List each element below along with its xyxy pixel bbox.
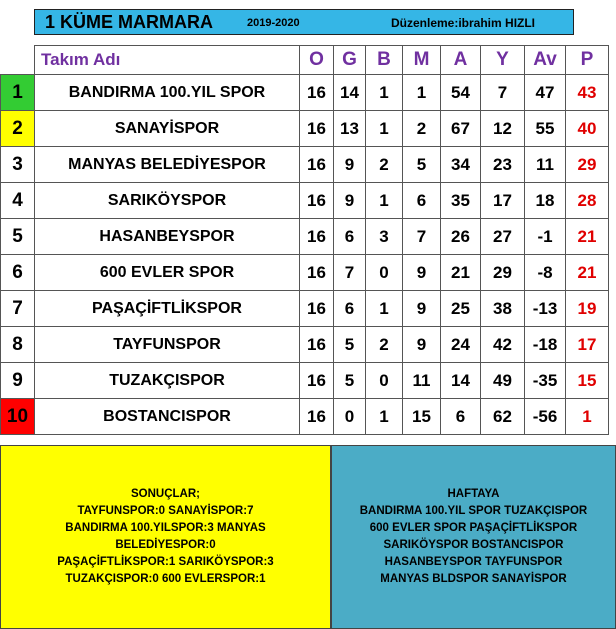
drawn-cell: 1 [366, 183, 403, 219]
points-cell: 21 [566, 219, 609, 255]
goals-for-cell: 21 [441, 255, 481, 291]
goals-against-cell: 42 [481, 327, 525, 363]
column-header-team: Takım Adı [35, 46, 300, 75]
lost-cell: 5 [403, 147, 441, 183]
goal-difference-cell: 18 [525, 183, 566, 219]
table-row [1, 219, 609, 255]
goals-for-cell: 35 [441, 183, 481, 219]
table-row [1, 291, 609, 327]
won-cell: 9 [334, 147, 366, 183]
rank-cell: 3 [1, 147, 35, 183]
fixture-line: BANDIRMA 100.YIL SPOR TUZAKÇISPOR [359, 505, 588, 517]
lost-cell: 9 [403, 255, 441, 291]
points-cell: 28 [566, 183, 609, 219]
drawn-cell: 2 [366, 147, 403, 183]
points-cell: 19 [566, 291, 609, 327]
goals-against-cell: 12 [481, 111, 525, 147]
team-name-cell: TAYFUNSPOR [35, 327, 300, 363]
won-cell: 14 [334, 75, 366, 111]
table-row [1, 327, 609, 363]
goals-for-cell: 14 [441, 363, 481, 399]
title-bar [34, 9, 574, 35]
played-cell: 16 [300, 399, 334, 435]
played-cell: 16 [300, 111, 334, 147]
goals-against-cell: 38 [481, 291, 525, 327]
goals-against-cell: 17 [481, 183, 525, 219]
results-heading: SONUÇLAR; [131, 488, 200, 500]
rank-cell: 9 [1, 363, 35, 399]
goals-for-cell: 54 [441, 75, 481, 111]
points-cell: 15 [566, 363, 609, 399]
goals-against-cell: 62 [481, 399, 525, 435]
rank-cell: 8 [1, 327, 35, 363]
table-row [1, 183, 609, 219]
team-name-cell: TUZAKÇISPOR [35, 363, 300, 399]
played-cell: 16 [300, 327, 334, 363]
table-row [1, 147, 609, 183]
goal-difference-cell: -35 [525, 363, 566, 399]
played-cell: 16 [300, 291, 334, 327]
goals-against-cell: 7 [481, 75, 525, 111]
won-cell: 6 [334, 219, 366, 255]
season-label: 2019-2020 [247, 17, 300, 29]
won-cell: 5 [334, 327, 366, 363]
column-header-drawn: B [366, 46, 403, 75]
goal-difference-cell: 55 [525, 111, 566, 147]
column-header-points: P [566, 46, 609, 75]
points-cell: 29 [566, 147, 609, 183]
goal-difference-cell: -13 [525, 291, 566, 327]
points-cell: 17 [566, 327, 609, 363]
drawn-cell: 3 [366, 219, 403, 255]
table-row [1, 255, 609, 291]
table-header-row [1, 46, 609, 75]
goal-difference-cell: -8 [525, 255, 566, 291]
rank-cell: 2 [1, 111, 35, 147]
team-name-cell: MANYAS BELEDİYESPOR [35, 147, 300, 183]
won-cell: 5 [334, 363, 366, 399]
rank-cell: 6 [1, 255, 35, 291]
goals-against-cell: 23 [481, 147, 525, 183]
goal-difference-cell: 11 [525, 147, 566, 183]
played-cell: 16 [300, 147, 334, 183]
goal-difference-cell: -56 [525, 399, 566, 435]
lost-cell: 2 [403, 111, 441, 147]
column-header-goals-against: Y [481, 46, 525, 75]
result-line: TUZAKÇISPOR:0 600 EVLERSPOR:1 [65, 573, 266, 585]
played-cell: 16 [300, 255, 334, 291]
team-name-cell: BOSTANCISPOR [35, 399, 300, 435]
goals-against-cell: 27 [481, 219, 525, 255]
next-week-heading: HAFTAYA [447, 488, 500, 500]
drawn-cell: 1 [366, 75, 403, 111]
column-header-lost: M [403, 46, 441, 75]
goal-difference-cell: -1 [525, 219, 566, 255]
points-cell: 43 [566, 75, 609, 111]
page-title: 1 KÜME MARMARA [45, 12, 213, 32]
fixture-line: SARIKÖYSPOR BOSTANCISPOR [383, 539, 564, 551]
rank-cell: 7 [1, 291, 35, 327]
result-line: BELEDİYESPOR:0 [115, 539, 216, 551]
goals-for-cell: 25 [441, 291, 481, 327]
drawn-cell: 1 [366, 111, 403, 147]
drawn-cell: 1 [366, 291, 403, 327]
drawn-cell: 2 [366, 327, 403, 363]
result-line: PAŞAÇİFTLİKSPOR:1 SARIKÖYSPOR:3 [57, 556, 274, 568]
lost-cell: 1 [403, 75, 441, 111]
team-name-cell: SARIKÖYSPOR [35, 183, 300, 219]
drawn-cell: 0 [366, 255, 403, 291]
editor-credit: Düzenleme:ibrahim HIZLI [391, 16, 536, 30]
fixture-line: MANYAS BLDSPOR SANAYİSPOR [380, 573, 567, 585]
played-cell: 16 [300, 183, 334, 219]
won-cell: 7 [334, 255, 366, 291]
team-name-cell: HASANBEYSPOR [35, 219, 300, 255]
points-cell: 1 [566, 399, 609, 435]
drawn-cell: 0 [366, 363, 403, 399]
goals-against-cell: 29 [481, 255, 525, 291]
won-cell: 6 [334, 291, 366, 327]
rank-cell: 4 [1, 183, 35, 219]
rank-header-cell [1, 46, 35, 75]
table-row [1, 363, 609, 399]
goal-difference-cell: 47 [525, 75, 566, 111]
fixture-line: HASANBEYSPOR TAYFUNSPOR [384, 556, 563, 568]
goal-difference-cell: -18 [525, 327, 566, 363]
column-header-goal-difference: Av [525, 46, 566, 75]
won-cell: 9 [334, 183, 366, 219]
drawn-cell: 1 [366, 399, 403, 435]
points-cell: 21 [566, 255, 609, 291]
team-name-cell: BANDIRMA 100.YIL SPOR [35, 75, 300, 111]
played-cell: 16 [300, 219, 334, 255]
rank-cell: 5 [1, 219, 35, 255]
team-name-cell: 600 EVLER SPOR [35, 255, 300, 291]
lost-cell: 7 [403, 219, 441, 255]
column-header-goals-for: A [441, 46, 481, 75]
goals-for-cell: 67 [441, 111, 481, 147]
goals-against-cell: 49 [481, 363, 525, 399]
team-name-cell: SANAYİSPOR [35, 111, 300, 147]
team-name-cell: PAŞAÇİFTLİKSPOR [35, 291, 300, 327]
goals-for-cell: 34 [441, 147, 481, 183]
fixture-line: 600 EVLER SPOR PAŞAÇİFTLİKSPOR [369, 522, 578, 534]
table-row [1, 111, 609, 147]
lost-cell: 15 [403, 399, 441, 435]
table-row [1, 399, 609, 435]
played-cell: 16 [300, 363, 334, 399]
goals-for-cell: 26 [441, 219, 481, 255]
rank-cell: 1 [1, 75, 35, 111]
won-cell: 0 [334, 399, 366, 435]
points-cell: 40 [566, 111, 609, 147]
lost-cell: 9 [403, 291, 441, 327]
lost-cell: 9 [403, 327, 441, 363]
standings-table [0, 45, 609, 435]
goals-for-cell: 24 [441, 327, 481, 363]
result-line: TAYFUNSPOR:0 SANAYİSPOR:7 [77, 505, 254, 517]
won-cell: 13 [334, 111, 366, 147]
table-row [1, 75, 609, 111]
rank-cell: 10 [1, 399, 35, 435]
played-cell: 16 [300, 75, 334, 111]
goals-for-cell: 6 [441, 399, 481, 435]
column-header-played: O [300, 46, 334, 75]
column-header-won: G [334, 46, 366, 75]
lost-cell: 6 [403, 183, 441, 219]
lost-cell: 11 [403, 363, 441, 399]
results-box [0, 445, 331, 629]
next-week-box [331, 445, 616, 629]
result-line: BANDIRMA 100.YILSPOR:3 MANYAS [65, 522, 266, 534]
